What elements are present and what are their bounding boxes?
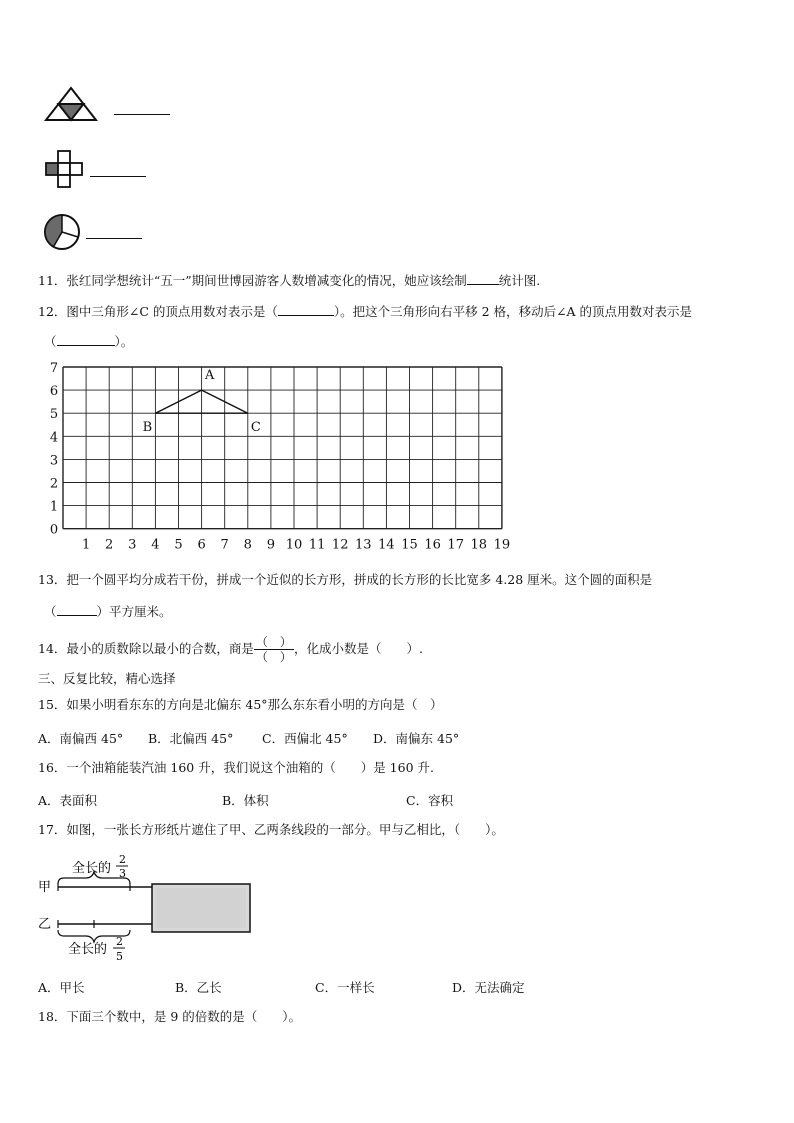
circle-figure <box>42 212 84 252</box>
q11-text-after: 统计图. <box>498 273 541 288</box>
q14-fraction-denominator[interactable]: （ ） <box>255 650 292 664</box>
q11-number: 11． <box>38 273 67 288</box>
q18-text: 下面三个数中，是 9 的倍数的是（ ）。 <box>66 1009 302 1024</box>
x-tick-label: 13 <box>355 537 372 553</box>
q17-text: 如图，一张长方形纸片遮住了甲、乙两条线段的一部分。甲与乙相比，（ ）。 <box>66 822 504 837</box>
q12-answer-blank-2[interactable] <box>57 333 115 346</box>
question-13 <box>38 572 652 588</box>
q15-option-b[interactable]: B．北偏西 45° <box>148 731 234 746</box>
q11-answer-blank[interactable] <box>467 272 499 285</box>
q16-option-b[interactable]: B．体积 <box>222 793 269 808</box>
x-tick-label: 4 <box>151 537 160 553</box>
y-tick-label: 6 <box>49 384 59 400</box>
fig2-answer-blank[interactable] <box>90 164 146 177</box>
q14-fraction <box>254 635 294 664</box>
q17-number: 17． <box>38 822 67 837</box>
q13-line2-b: ）平方厘米。 <box>96 604 172 619</box>
triangle-figure <box>44 86 100 124</box>
q16-text: 一个油箱能装汽油 160 升，我们说这个油箱的（ ）是 160 升. <box>66 760 434 775</box>
x-tick-label: 1 <box>81 537 91 553</box>
q12-text-a: 图中三角形∠C 的顶点用数对表示是（ <box>66 304 278 319</box>
x-tick-label: 3 <box>128 537 137 553</box>
label-jia: 甲 <box>38 880 52 895</box>
x-tick-label: 10 <box>285 537 303 553</box>
x-tick-label: 16 <box>424 537 441 553</box>
q16-option-a[interactable]: A．表面积 <box>38 793 98 808</box>
brace-top-num: 2 <box>119 853 126 866</box>
x-tick-label: 18 <box>470 537 488 553</box>
x-tick-label: 14 <box>378 537 395 553</box>
q14-fraction-numerator[interactable]: （ ） <box>255 635 292 649</box>
x-tick-label: 9 <box>266 537 276 553</box>
brace-bottom-den: 5 <box>116 950 123 963</box>
y-tick-label: 1 <box>49 499 59 515</box>
fig3-answer-blank[interactable] <box>86 226 142 239</box>
question-12 <box>38 303 692 320</box>
x-tick-label: 15 <box>401 537 418 553</box>
q15-number: 15． <box>38 697 67 712</box>
q17-option-d[interactable]: D．无法确定 <box>452 980 525 995</box>
y-tick-label: 5 <box>49 407 59 423</box>
brace-top-label: 全长的 <box>72 861 112 876</box>
brace-top-den: 3 <box>119 867 126 880</box>
vertex-label-a: A <box>204 368 215 384</box>
q13-answer-blank[interactable] <box>57 603 97 616</box>
x-tick-label: 12 <box>331 537 349 553</box>
q15-option-c[interactable]: C．西偏北 45° <box>262 731 348 746</box>
y-tick-label: 3 <box>49 453 59 469</box>
y-tick-label: 4 <box>49 430 59 446</box>
label-yi: 乙 <box>38 917 52 932</box>
question-15 <box>38 697 443 713</box>
coordinate-grid <box>40 360 511 553</box>
q16-option-c[interactable]: C．容积 <box>406 793 454 808</box>
q17-option-a[interactable]: A．甲长 <box>38 980 85 995</box>
q17-option-c[interactable]: C．一样长 <box>315 980 375 995</box>
question-17 <box>38 822 504 838</box>
q15-option-d[interactable]: D．南偏东 45° <box>373 731 460 746</box>
question-13-line2 <box>44 603 172 620</box>
vertex-label-b: B <box>142 420 153 436</box>
q15-option-a[interactable]: A．南偏西 45° <box>38 731 124 746</box>
q11-text: 张红同学想统计“五一”期间世博园游客人数增减变化的情况，她应该绘制 <box>66 273 467 288</box>
section-3-heading: 三、反复比较，精心选择 <box>38 671 176 686</box>
q13-text: 把一个圆平均分成若干份，拼成一个近似的长方形，拼成的长方形的长比宽多 4.28 厘米。这个圆的面积是 <box>66 572 653 587</box>
x-tick-label: 17 <box>447 537 464 553</box>
y-tick-label: 7 <box>49 361 59 376</box>
segments-figure <box>34 850 260 966</box>
q15-text: 如果小明看东东的方向是北偏东 45°那么东东看小明的方向是（ ） <box>66 697 443 712</box>
question-14 <box>38 632 423 666</box>
q13-line2-a: （ <box>44 604 57 619</box>
x-tick-label: 8 <box>243 537 252 553</box>
q14-number: 14． <box>38 641 67 656</box>
brace-bottom-num: 2 <box>116 935 123 948</box>
fig1-answer-blank[interactable] <box>114 102 170 115</box>
q12-line2-b: ）。 <box>114 334 134 349</box>
question-18 <box>38 1009 301 1025</box>
x-tick-label: 6 <box>197 537 206 553</box>
q14-text-a: 最小的质数除以最小的合数，商是 <box>66 641 254 656</box>
x-tick-label: 2 <box>105 537 114 553</box>
q17-option-b[interactable]: B．乙长 <box>175 980 222 995</box>
vertex-label-c: C <box>250 420 261 436</box>
y-tick-label: 2 <box>49 476 59 492</box>
x-tick-label: 5 <box>174 537 183 553</box>
q14-text-b: ，化成小数是（ ）. <box>293 641 423 656</box>
question-11 <box>38 272 540 289</box>
q12-answer-blank-1[interactable] <box>278 303 334 316</box>
x-tick-label: 7 <box>220 537 229 553</box>
q12-number: 12． <box>38 304 67 319</box>
cross-figure <box>44 150 88 188</box>
x-tick-label: 19 <box>493 537 511 553</box>
question-12-line2 <box>44 333 133 350</box>
question-16 <box>38 760 434 776</box>
q12-text-b: ）。把这个三角形向右平移 2 格，移动后∠A 的顶点用数对表示是 <box>333 304 693 319</box>
x-tick-label: 11 <box>308 537 326 553</box>
q12-line2-a: （ <box>44 334 57 349</box>
q13-number: 13． <box>38 572 67 587</box>
q18-number: 18． <box>38 1009 67 1024</box>
y-tick-label: 0 <box>49 522 59 538</box>
brace-bottom-label: 全长的 <box>68 942 108 957</box>
q16-number: 16． <box>38 760 67 775</box>
